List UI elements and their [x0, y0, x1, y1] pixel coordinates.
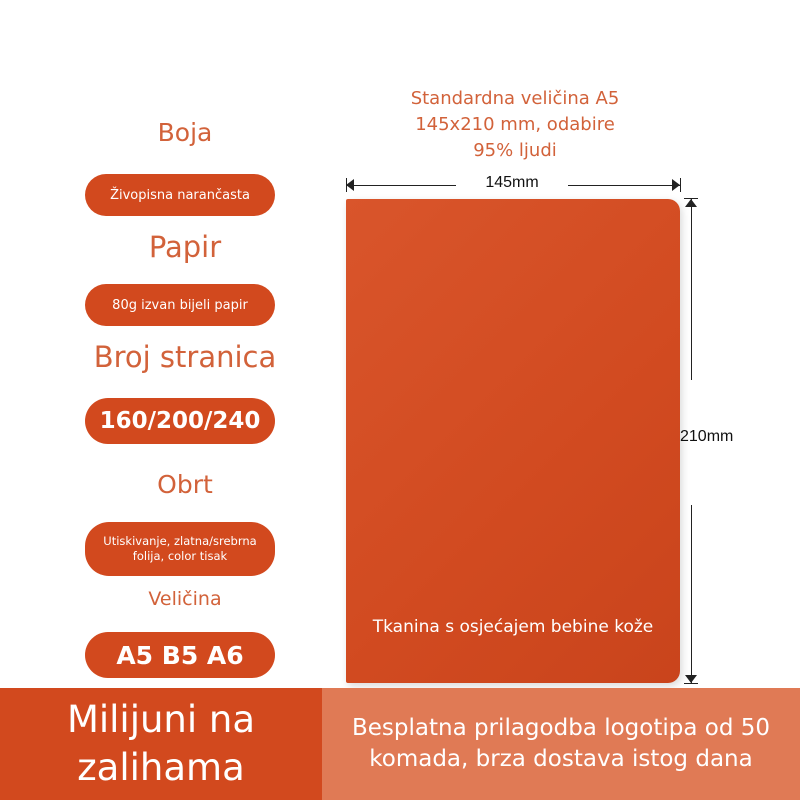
size-description-line-3: 95% ljudi	[473, 140, 557, 161]
notebook-cover	[346, 199, 680, 683]
color-label: Boja	[157, 118, 213, 147]
craft-value-badge: Utiskivanje, zlatna/srebrna folija, color tisak	[85, 522, 275, 576]
pages-value-badge: 160/200/240	[85, 398, 275, 444]
height-arrow-down-icon	[685, 675, 697, 683]
banner-stock-text	[0, 688, 322, 800]
height-tick-bottom	[684, 683, 698, 684]
craft-label: Obrt	[157, 470, 213, 499]
pages-label: Broj stranica	[93, 340, 277, 374]
paper-label: Papir	[148, 230, 222, 264]
banner-stock-label: Milijuni na zalihama	[66, 698, 256, 789]
width-tick-right	[680, 178, 681, 192]
height-arrow-up-icon	[685, 199, 697, 207]
size-label: Veličina	[148, 588, 222, 610]
width-arrow-left-icon	[346, 179, 354, 191]
cover-caption: Tkanina s osjećajem bebine kože	[372, 617, 654, 637]
width-line-right	[568, 185, 680, 186]
size-description	[350, 86, 680, 164]
paper-value-badge: 80g izvan bijeli papir	[85, 284, 275, 326]
height-line-top	[691, 198, 692, 380]
width-arrow-right-icon	[672, 179, 680, 191]
banner-offer-label: Besplatna prilagodba logotipa od 50 komada, brza dostava istog dana	[352, 715, 770, 772]
width-line-left	[346, 185, 456, 186]
width-dimension-label: 145mm	[485, 174, 539, 191]
size-value-badge: A5 B5 A6	[85, 632, 275, 678]
height-dimension-label: 210mm	[680, 428, 734, 445]
size-description-line-1: Standardna veličina A5	[410, 88, 620, 109]
size-description-line-2: 145x210 mm, odabire	[415, 114, 615, 135]
color-value-badge: Živopisna narančasta	[85, 174, 275, 216]
banner-logo-offer	[322, 688, 800, 800]
height-line-bottom	[691, 505, 692, 683]
